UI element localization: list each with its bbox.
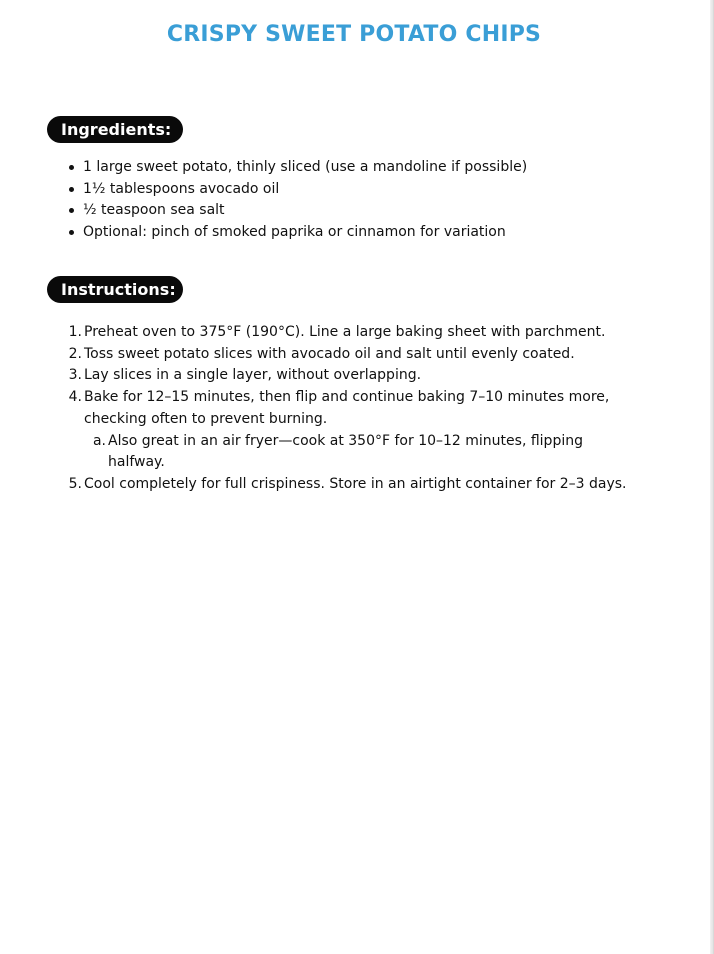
step-text: Preheat oven to 375°F (190°C). Line a large baking sheet with parchment. (84, 324, 606, 340)
step-text: Bake for 12–15 minutes, then flip and continue baking 7–10 minutes more, checking often to prevent burning. (84, 389, 610, 427)
bullet-icon (69, 230, 74, 235)
instruction-substep (92, 431, 636, 474)
instructions-list (66, 322, 636, 496)
ingredients-heading: Ingredients: (47, 116, 183, 143)
ingredients-list (66, 157, 666, 244)
instruction-step (66, 344, 636, 366)
instructions-heading: Instructions: (47, 276, 183, 303)
ingredient-text: ½ teaspoon sea salt (83, 202, 225, 219)
step-number: 1. (68, 324, 82, 340)
substep-text: Also great in an air fryer—cook at 350°F for 10–12 minutes, flipping halfway. (108, 432, 583, 471)
step-text: Cool completely for full crispiness. Store in an airtight container for 2–3 days. (84, 475, 627, 492)
step-number: 2. (68, 345, 82, 362)
instruction-step (66, 365, 636, 387)
ingredient-item (66, 200, 666, 222)
step-text: Toss sweet potato slices with avocado oil and salt until evenly coated. (84, 345, 575, 362)
ingredient-item (66, 179, 666, 201)
page-edge (710, 0, 713, 954)
ingredient-text: 1½ tablespoons avocado oil (83, 180, 280, 197)
ingredient-item (66, 157, 666, 179)
step-number: 4. (68, 389, 82, 406)
bullet-icon (69, 165, 74, 170)
step-text: Lay slices in a single layer, without overlapping. (84, 367, 422, 384)
step-number: 5. (68, 475, 82, 492)
recipe-title: CRISPY SWEET POTATO CHIPS (166, 22, 542, 47)
instruction-step (66, 474, 636, 496)
ingredient-text: 1 large sweet potato, thinly sliced (use a mandoline if possible) (83, 159, 528, 175)
instruction-step (66, 322, 636, 344)
substep-letter: a. (92, 432, 106, 449)
step-number: 3. (68, 367, 82, 384)
bullet-icon (69, 208, 74, 213)
substep-list (84, 431, 636, 474)
ingredient-item (66, 222, 666, 244)
instruction-step (66, 387, 636, 474)
ingredient-text: Optional: pinch of smoked paprika or cinnamon for variation (83, 224, 506, 241)
bullet-icon (69, 187, 74, 192)
